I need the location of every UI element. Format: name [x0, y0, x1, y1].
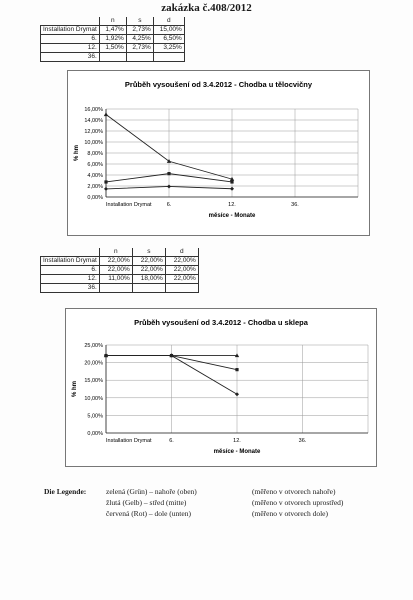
x-axis-label: měsíce - Monate [208, 213, 256, 219]
row-label: Installation Drymat [41, 257, 100, 266]
table-header-row [41, 248, 199, 257]
table-cell: 1,92% [99, 35, 126, 44]
data-point [167, 172, 170, 175]
header-cell: s [126, 17, 153, 26]
chart-frame-1 [67, 70, 370, 236]
y-tick-label: 25,00% [84, 343, 103, 349]
header-cell: d [165, 248, 198, 257]
legend-heading: Die Legende: [44, 487, 87, 496]
row-label: 36. [41, 53, 100, 62]
y-tick-label: 15,00% [84, 378, 103, 385]
x-tick-label: 36. [291, 202, 299, 208]
y-axis-label: % hm [72, 380, 78, 398]
table-cell: 22,00% [165, 266, 198, 275]
y-axis-label: % hm [74, 144, 80, 162]
data-point [104, 180, 107, 183]
table-cell [126, 53, 153, 62]
chart-title: Průběh vysoušení od 3.4.2012 - Chodba u tělocvičny [124, 80, 313, 89]
table-cell: 3,25% [153, 44, 184, 53]
table-row [41, 35, 185, 44]
row-label: Installation Drymat [41, 26, 100, 35]
row-label: 36. [41, 284, 100, 293]
data-point [230, 187, 234, 191]
legend-note: (měřeno v otvorech uprostřed) [252, 498, 344, 507]
table-row [41, 275, 199, 284]
table-cell [99, 284, 132, 293]
chart-frame-2 [65, 308, 377, 467]
y-tick-label: 5,00% [87, 413, 103, 420]
data-point [104, 112, 108, 116]
legend-note: (měřeno v otvorech dole) [252, 509, 329, 518]
table-cell: 11,00% [99, 275, 132, 284]
table-cell: 18,00% [132, 275, 165, 284]
x-tick-label: 12. [233, 438, 241, 444]
header-cell: s [132, 248, 165, 257]
y-tick-label: 4,00% [87, 173, 103, 179]
table-cell [99, 53, 126, 62]
y-tick-label: 2,00% [87, 184, 103, 190]
legend-color-name: žlutá (Gelb) – střed (mitte) [106, 498, 187, 507]
chart-2-svg [66, 309, 376, 466]
y-tick-label: 6,00% [87, 162, 103, 168]
x-tick-label: 36. [298, 438, 307, 444]
table-cell: 15,00% [153, 26, 184, 35]
y-tick-label: 16,00% [84, 107, 103, 113]
table-row [41, 257, 199, 266]
table-cell [165, 284, 198, 293]
header-cell [41, 17, 100, 26]
table-cell: 1,47% [99, 26, 126, 35]
table-cell: 22,00% [99, 257, 132, 266]
table-cell: 6,50% [153, 35, 184, 44]
legend-note: (měřeno v otvorech nahoře) [252, 487, 336, 496]
table-cell [132, 284, 165, 293]
data-point [230, 180, 233, 183]
x-tick-label: Installation Drymat [106, 202, 152, 208]
x-tick-label: 12. [228, 202, 236, 208]
table-row [41, 26, 185, 35]
data-table-1 [40, 17, 185, 62]
y-tick-label: 8,00% [87, 151, 103, 157]
row-label: 6. [41, 35, 100, 44]
table-cell [153, 53, 184, 62]
table-row [41, 44, 185, 53]
table-cell: 22,00% [99, 266, 132, 275]
table-cell: 1,50% [99, 44, 126, 53]
row-label: 6. [41, 266, 100, 275]
table-cell: 22,00% [132, 266, 165, 275]
header-cell [41, 248, 100, 257]
table-row [41, 284, 199, 293]
data-point [167, 184, 171, 188]
x-axis-label: měsíce - Monate [213, 449, 261, 455]
y-tick-label: 0,00% [87, 195, 103, 201]
y-tick-label: 10,00% [84, 140, 103, 146]
x-tick-label: 6. [166, 202, 172, 208]
table-cell: 22,00% [132, 257, 165, 266]
data-point [235, 392, 239, 396]
legend-block [44, 486, 343, 519]
y-tick-label: 14,00% [84, 118, 103, 124]
x-tick-label: Installation Drymat [106, 438, 152, 444]
row-label: 12. [41, 275, 100, 284]
chart-1-svg [68, 71, 369, 235]
x-tick-label: 6. [169, 438, 174, 444]
data-point [235, 368, 238, 371]
table-row [41, 266, 199, 275]
page-title: zakázka č.408/2012 [161, 2, 252, 14]
header-cell: d [153, 17, 184, 26]
table-cell: 4,25% [126, 35, 153, 44]
table-cell: 22,00% [165, 257, 198, 266]
header-cell: n [99, 17, 126, 26]
table-cell: 22,00% [165, 275, 198, 284]
row-label: 12. [41, 44, 100, 53]
chart-title: Průběh vysoušení od 3.4.2012 - Chodba u sklepa [134, 318, 308, 327]
table-row [41, 53, 185, 62]
data-table-2 [40, 248, 199, 293]
y-tick-label: 12,00% [84, 129, 103, 135]
y-tick-label: 0,00% [87, 431, 103, 437]
table-header-row [41, 17, 185, 26]
legend-color-name: červená (Rot) – dole (unten) [106, 509, 191, 518]
table-cell: 2,73% [126, 44, 153, 53]
y-tick-label: 10,00% [84, 395, 103, 402]
y-tick-label: 20,00% [84, 360, 103, 367]
legend-color-name: zelená (Grün) – nahoře (oben) [106, 487, 197, 496]
data-point [104, 187, 108, 191]
header-cell: n [99, 248, 132, 257]
table-cell: 2,73% [126, 26, 153, 35]
